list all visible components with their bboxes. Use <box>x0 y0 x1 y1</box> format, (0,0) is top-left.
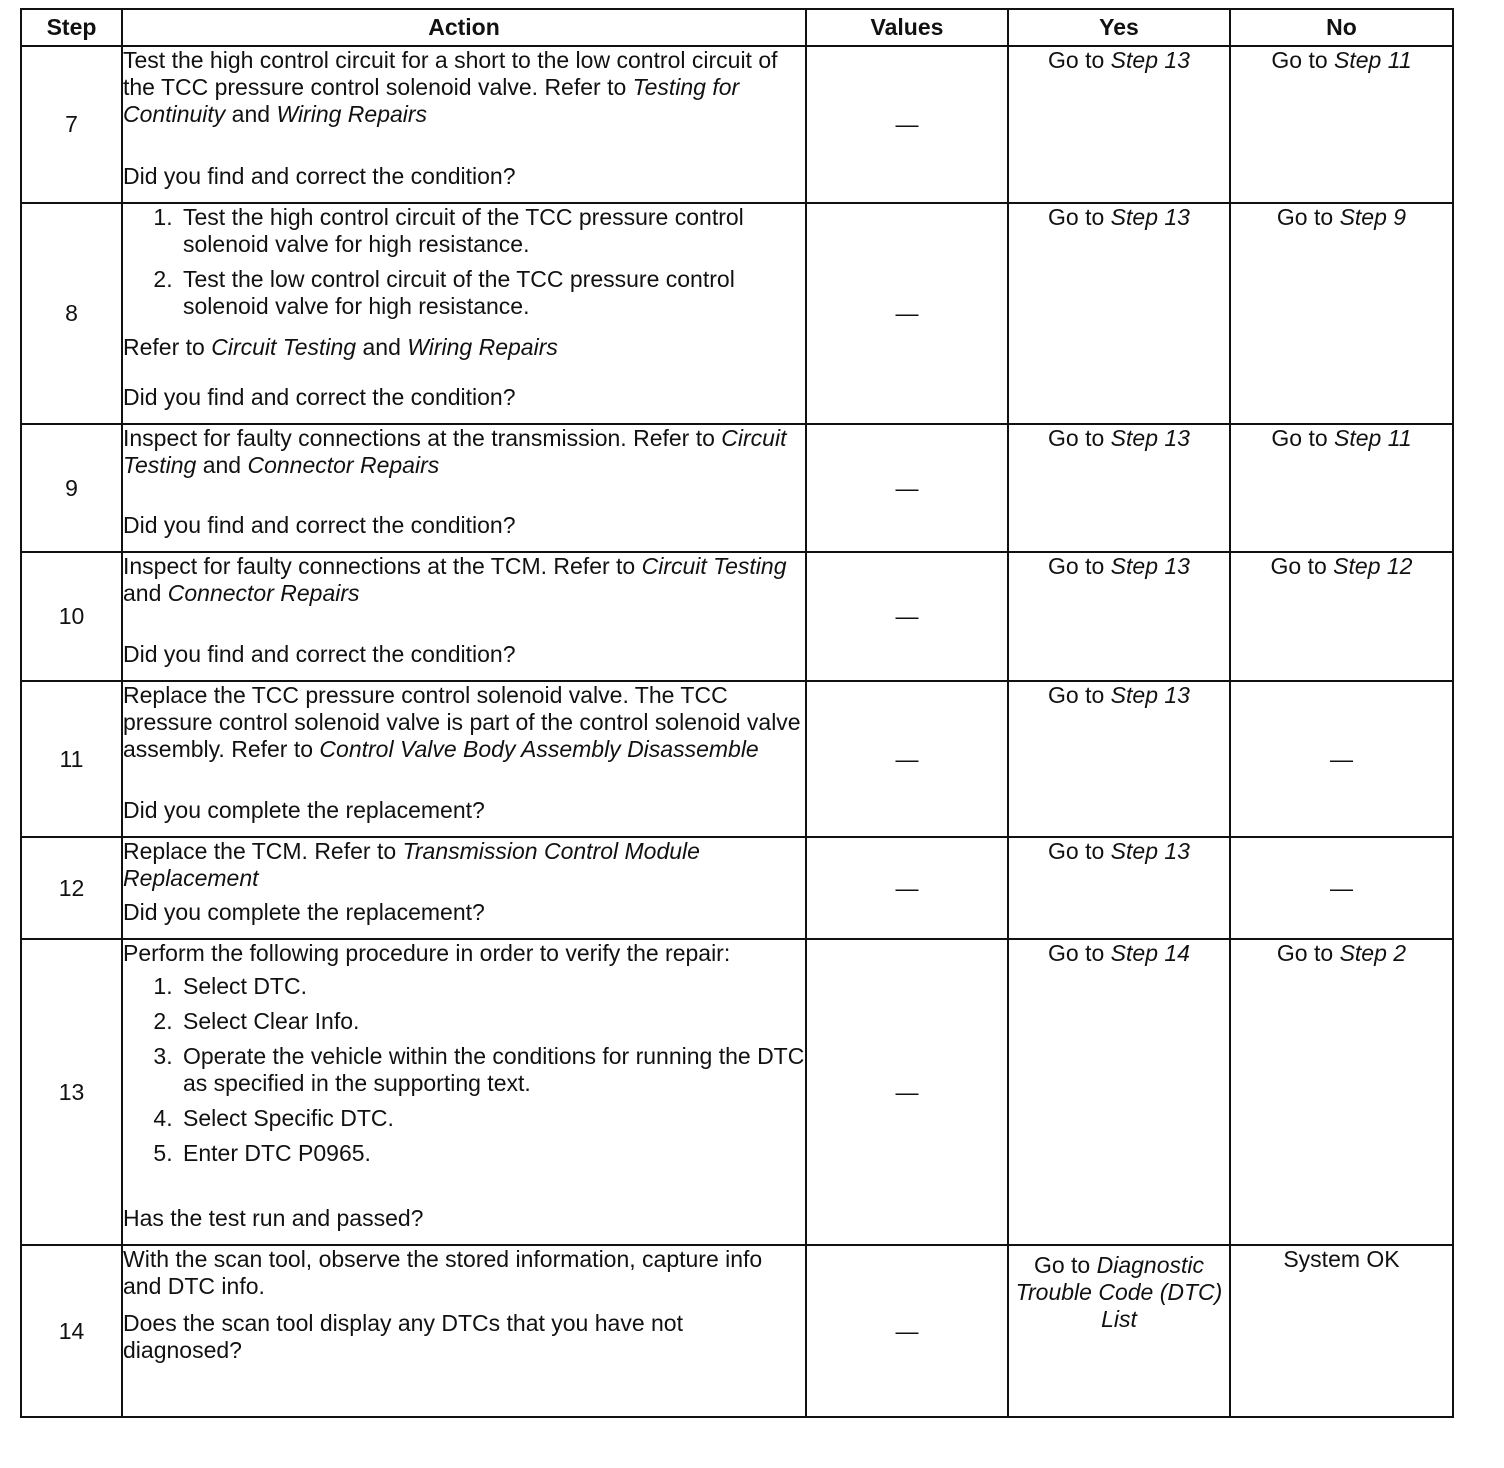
yes-step-link: Step 14 <box>1110 940 1190 966</box>
step-number: 10 <box>21 552 122 681</box>
yes-cell: Go to Step 13 <box>1008 552 1230 681</box>
action-question: Did you complete the replacement? <box>123 797 485 823</box>
step-number: 11 <box>21 681 122 837</box>
step-number: 8 <box>21 203 122 424</box>
action-cell <box>122 939 806 1245</box>
reference-link: Wiring Repairs <box>276 101 428 127</box>
no-step-link: Step 9 <box>1339 204 1407 230</box>
no-cell: Go to Step 11 <box>1230 46 1453 203</box>
action-text: Perform the following procedure in order to verify the repair: <box>123 940 731 966</box>
no-cell: — <box>1230 837 1453 939</box>
header-yes: Yes <box>1008 9 1230 46</box>
table-row <box>21 681 1453 837</box>
list-item: 4. Select Specific DTC. <box>179 1105 805 1132</box>
action-question: Did you find and correct the condition? <box>123 163 516 189</box>
no-step-link: Step 2 <box>1339 940 1407 966</box>
reference-link: Circuit Testing <box>211 334 357 360</box>
action-question: Has the test run and passed? <box>123 1205 424 1231</box>
values-cell: — <box>806 424 1008 552</box>
action-text: Replace the TCC pressure control solenoid valve. The TCC pressure control solenoid valve is part of the control solenoid valve assembly. Refer to Control Valve Body Assembly Disassemble <box>123 682 801 762</box>
action-question: Did you find and correct the condition? <box>123 384 516 410</box>
action-text: Test the high control circuit for a short to the low control circuit of the TCC pressure control solenoid valve. Refer to Testing for Continuity and Wiring Repairs <box>123 47 778 127</box>
values-cell: — <box>806 1245 1008 1417</box>
no-cell: System OK <box>1230 1245 1453 1417</box>
yes-cell: Go to Step 13 <box>1008 837 1230 939</box>
action-question: Did you complete the replacement? <box>123 899 485 925</box>
table-row <box>21 424 1453 552</box>
action-question: Did you find and correct the condition? <box>123 641 516 667</box>
action-steps <box>123 973 805 1175</box>
table-row <box>21 1245 1453 1417</box>
action-steps <box>123 204 805 328</box>
reference-link: Wiring Repairs <box>407 334 558 360</box>
yes-cell: Go to Step 13 <box>1008 681 1230 837</box>
action-text: Refer to Circuit Testing and Wiring Repairs <box>123 334 558 360</box>
list-item: 1. Select DTC. <box>179 973 805 1000</box>
no-step-link: Step 11 <box>1334 47 1412 73</box>
yes-cell: Go to Step 13 <box>1008 424 1230 552</box>
values-cell: — <box>806 46 1008 203</box>
reference-link: Connector Repairs <box>167 580 360 606</box>
header-action: Action <box>122 9 806 46</box>
action-cell <box>122 424 806 552</box>
action-question: Does the scan tool display any DTCs that you have not diagnosed? <box>123 1310 683 1363</box>
table-row <box>21 552 1453 681</box>
header-no: No <box>1230 9 1453 46</box>
action-text: Inspect for faulty connections at the TCM. Refer to Circuit Testing and Connector Repairs <box>123 553 787 606</box>
no-cell: Go to Step 11 <box>1230 424 1453 552</box>
list-item: 2. Test the low control circuit of the TCC pressure control solenoid valve for high resistance. <box>179 266 805 320</box>
yes-step-link: Step 13 <box>1110 838 1190 864</box>
header-step: Step <box>21 9 122 46</box>
header-values: Values <box>806 9 1008 46</box>
action-cell <box>122 837 806 939</box>
header-row <box>21 9 1453 46</box>
step-number: 14 <box>21 1245 122 1417</box>
yes-cell: Go to Step 14 <box>1008 939 1230 1245</box>
reference-link: Connector Repairs <box>247 452 440 478</box>
action-cell <box>122 1245 806 1417</box>
action-text: Replace the TCM. Refer to Transmission Control Module Replacement <box>123 838 700 891</box>
action-question: Did you find and correct the condition? <box>123 512 516 538</box>
yes-step-link: Step 13 <box>1110 425 1190 451</box>
action-cell <box>122 552 806 681</box>
list-item: 5. Enter DTC P0965. <box>179 1140 805 1167</box>
values-cell: — <box>806 837 1008 939</box>
table-row <box>21 837 1453 939</box>
action-cell <box>122 203 806 424</box>
action-cell <box>122 46 806 203</box>
yes-cell: Go to Diagnostic Trouble Code (DTC) List <box>1008 1245 1230 1417</box>
no-step-link: Step 11 <box>1334 425 1412 451</box>
reference-link: Circuit Testing <box>641 553 787 579</box>
no-cell: Go to Step 12 <box>1230 552 1453 681</box>
yes-diagnostic-link: Diagnostic Trouble Code (DTC) List <box>1015 1252 1223 1332</box>
action-text: Inspect for faulty connections at the transmission. Refer to Circuit Testing and Connector Repairs <box>123 425 787 478</box>
yes-step-link: Step 13 <box>1110 553 1190 579</box>
list-item: 2. Select Clear Info. <box>179 1008 805 1035</box>
table-row <box>21 46 1453 203</box>
reference-link: Testing for Continuity <box>123 74 740 127</box>
table-row <box>21 939 1453 1245</box>
values-cell: — <box>806 939 1008 1245</box>
reference-link: Transmission Control Module Replacement <box>123 838 700 891</box>
action-cell <box>122 681 806 837</box>
no-cell: Go to Step 2 <box>1230 939 1453 1245</box>
list-item: 1. Test the high control circuit of the TCC pressure control solenoid valve for high resistance. <box>179 204 805 258</box>
step-number: 7 <box>21 46 122 203</box>
reference-link: Circuit Testing <box>123 425 787 478</box>
step-number: 12 <box>21 837 122 939</box>
values-cell: — <box>806 681 1008 837</box>
yes-cell: Go to Step 13 <box>1008 203 1230 424</box>
no-step-link: Step 12 <box>1333 553 1413 579</box>
table-row <box>21 203 1453 424</box>
yes-step-link: Step 13 <box>1110 47 1190 73</box>
yes-step-link: Step 13 <box>1110 682 1190 708</box>
step-number: 9 <box>21 424 122 552</box>
yes-cell: Go to Step 13 <box>1008 46 1230 203</box>
step-number: 13 <box>21 939 122 1245</box>
diagnostic-table <box>20 8 1454 1418</box>
no-cell: — <box>1230 681 1453 837</box>
values-cell: — <box>806 552 1008 681</box>
action-text: With the scan tool, observe the stored information, capture info and DTC info. <box>123 1246 763 1299</box>
list-item: 3. Operate the vehicle within the conditions for running the DTC as specified in the supporting text. <box>179 1043 805 1097</box>
yes-step-link: Step 13 <box>1110 204 1190 230</box>
reference-link: Control Valve Body Assembly Disassemble <box>319 736 759 762</box>
values-cell: — <box>806 203 1008 424</box>
no-cell: Go to Step 9 <box>1230 203 1453 424</box>
